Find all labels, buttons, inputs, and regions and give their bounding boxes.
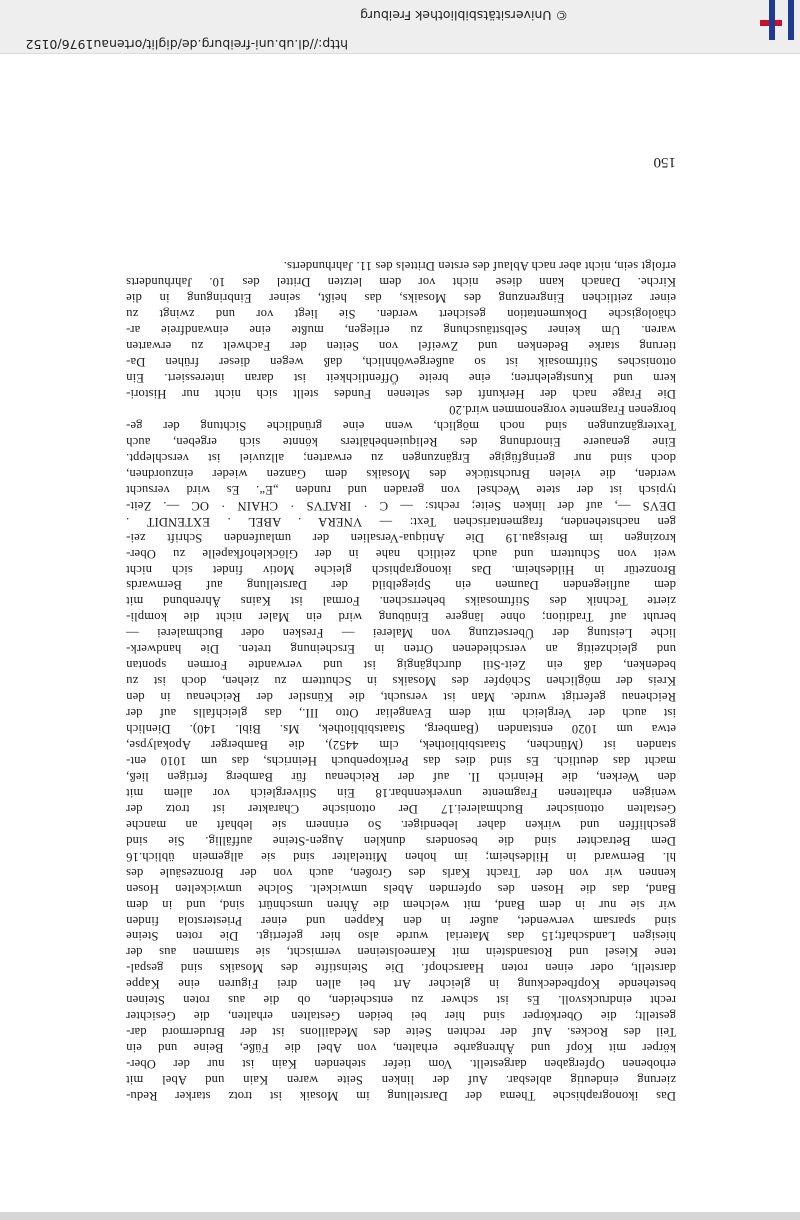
text-line: bestehende Kopfbedeckung in gleicher Art bei allen drei Figuren eine Kappe [126, 977, 676, 992]
text-line: Dem Betrachter sind die besonders dunklen Augen-Steine auffällig. Sie sind [126, 833, 676, 848]
text-line: Die Frage nach der Herkunft des seltenen Fundes stellt sich nicht nur Histori- [126, 387, 676, 402]
text-line: recht eindrucksvoll. Es ist schwer zu entscheiden, ob die aus roten Steinen [126, 993, 676, 1008]
text-line: Bronzetür in Hildesheim. Das ikonographisch gleiche Motiv findet sich nicht [126, 562, 676, 577]
paragraph [126, 257, 676, 401]
footer-url[interactable]: http://dl.ub.uni-freiburg.de/diglit/ortenau1976/0152 [25, 37, 348, 52]
text-line: borgenen Fragmente vorgenommen wird.20 [449, 403, 676, 418]
text-line: Das ikonographische Thema der Darstellung im Mosaik ist trotz starker Redu- [126, 1089, 676, 1103]
page-edge [0, 1212, 800, 1220]
text-line: kennen wir von der Tracht Karls des Großen, auch von der Bronzesäule des [126, 865, 676, 880]
text-line: standen ist (München, Staatsbibliothek, clm 4452), die Bamberger Apokalypse, [126, 738, 676, 753]
text-line: tene Kiesel und Rotsandstein mit Karneolsteinen vermischt, sie stammen aus der [126, 945, 676, 960]
paragraph [126, 401, 676, 1103]
body-text [126, 257, 676, 1103]
text-line: tierung starke Bedenken und Zweifel von Seiten der Fachwelt zu erwarten [126, 339, 676, 354]
text-line: gestellt; die Oberkörper sind hier bei beiden Gestalten erhalten, die Gesichter [126, 1009, 676, 1024]
text-line: hiesigen Landschaft;15 das Material wurde also hier gefertigt. Die roten Steine [126, 929, 676, 944]
text-line: kern und Kunstgelehrten; eine breite Öffentlichkeit ist daran interessiert. Ein [126, 371, 676, 386]
text-line: körper mit Kopf und Ährengarbe erhalten, von Abel die Füße, Beine und ein [126, 1041, 676, 1056]
logo-bar-right [769, 0, 775, 40]
text-line: Gestalten ottonischer Buchmalerei.17 Der ottonische Charakter ist trotz der [126, 801, 676, 816]
text-line: dem aufliegenden Daumen ein Spiegelbild der Darstellung auf Bernwards [126, 578, 676, 593]
text-line: sind sparsam verwendet, außer in den Kappen und einer Priesterstola finden [126, 913, 676, 928]
university-library-logo [750, 0, 796, 40]
logo-bar-left [788, 0, 794, 40]
text-line: erfolgt sein, nicht aber nach Ablauf des ersten Drittels des 11. Jahrhunderts. [283, 259, 676, 274]
text-line: darstellt, oder einen roten Haarschopf. Die Steinstifte des Mosaiks sind gespal- [126, 961, 676, 976]
text-line: zierte Technik des Stiftmosaiks beherrschen. Formal ist Kains Ährenbund mit [126, 594, 676, 609]
text-line: hl. Bernward in Hildesheim; im hohen Mittelalter sind sie allgemein üblich.16 [126, 849, 676, 864]
text-line: Textergänzungen sind noch möglich, wenn eine gründliche Sichtung der ge- [126, 418, 676, 433]
text-line: einer zeitlichen Eingrenzung des Mosaiks, das heißt, seiner Einbringung in die [126, 291, 676, 306]
text-line: erhobenen Opfergaben dargestellt. Vom tiefer stehenden Kain ist nur der Ober- [126, 1057, 676, 1072]
text-line: gen nachstehenden, fragmentarischen Text: — VNERA . ABEL . EXTENDIT . [126, 514, 676, 529]
text-line: typisch ist der stete Wechsel von geraden und runden „E“. Es wird versucht [126, 482, 676, 497]
text-line: Eine genauere Einordnung des Reliquienbehälters könnte sich ergeben, auch [126, 434, 676, 449]
text-line: waren. Um keiner Selbsttäuschung zu erliegen, mußte eine einwandfreie ar- [126, 323, 676, 338]
text-line: krozingen im Breisgau.19 Die Antiqua-Versalien der umlaufenden Schrift zei- [126, 530, 676, 545]
text-line: doch sind nur geringfügige Ergänzungen zu erwarten; allzuviel ist verschleppt. [126, 450, 676, 465]
footer-copyright: © Universitätsbibliothek Freiburg [360, 8, 568, 23]
text-line: bedenken, daß ein Zeit-Stil durchgängig ist und verwandte Formen spontan [126, 658, 676, 673]
text-line: liche Leistung der Übersetzung von Malerei — Fresken oder Buchmalerei — [126, 626, 676, 641]
text-line: werden, die vielen Bruchstücke des Mosaiks dem Ganzen wieder einzuordnen, [126, 466, 676, 481]
text-line: wenigen erhaltenen Fragmente unverkennbar.18 Ein Stilvergleich vor allem mit [126, 785, 676, 800]
text-line: und gleichzeitig an verschiedenen Orten in Erscheinung treten. Die handwerk- [126, 642, 676, 657]
page-number: 150 [653, 154, 676, 170]
text-line: DEVS —, auf der linken Seite; rechts: — C · IRATVS · CHAIN · OC —. Zeit- [126, 498, 676, 513]
text-line: Kirche. Danach kann diese nicht vor dem letzten Drittel des 10. Jahrhunderts [126, 275, 676, 290]
text-line: Reichenau gefertigt wurde. Man ist versucht, die Künstler der Reichenau in den [126, 690, 676, 705]
text-line: den Werken, die Heinrich II. auf der Reichenau für Bamberg fertigen ließ, [126, 769, 676, 784]
text-line: Band, das die Hosen des opfernden Abels umwickelt. Solche umwickelten Hosen [126, 881, 676, 896]
text-line: etwa um 1020 entstanden (Bamberg, Staatsbibliothek, Ms. Bibl. 140). Dienlich [126, 722, 676, 737]
text-line: wir sie nur in dem Band, mit welchem die Ähren umschnürt sind, und in dem [126, 897, 676, 912]
text-line: Teil des Rockes. Auf der rechten Seite des Medaillons ist der Brudermord dar- [126, 1025, 676, 1040]
text-line: chäologische Dokumentation gesichert werden. Sie liegt vor und zwingt zu [126, 307, 676, 322]
text-line: weit von Schuttern und auch zeitlich nahe in der Glöcklehofkapelle zu Ober- [126, 546, 676, 561]
text-line: zierung eindeutig ablesbar. Auf der linken Seite waren Kain und Abel mit [126, 1073, 676, 1088]
text-line: geschliffen und wirken daher lebendiger. So erinnern sie lebhaft an manche [126, 817, 676, 832]
text-line: Kreis der möglichen Schöpfer des Mosaiks in Schuttern zu ziehen, doch ist zu [126, 674, 676, 689]
text-line: ottonisches Stiftmosaik ist so außergewöhnlich, daß wegen dieser frühen Da- [126, 355, 676, 370]
text-line: macht das deutlich. Es sind dies das Perikopenbuch Heinrichs, das um 1010 ent- [126, 753, 676, 768]
text-line: ist auch der Vergleich mit dem Evangeliar Otto III., das gleichfalls auf der [126, 706, 676, 721]
text-line: beruht auf Tradition; ohne längere Einübung wird ein Maler nicht die kompli- [126, 610, 676, 625]
